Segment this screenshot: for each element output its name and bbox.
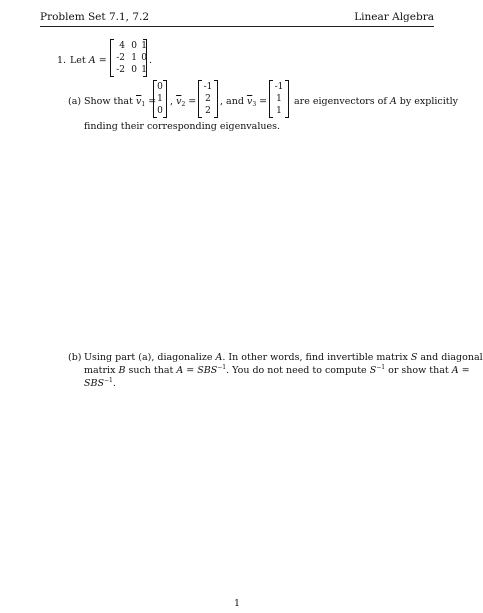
matrix-a-cell: 1: [131, 53, 137, 63]
part-a-label: (a): [68, 96, 82, 107]
part-a-v3: , and $\overline{v}_3$ =: [220, 96, 268, 108]
part-a-v2: , $\overline{v}_2$ =: [170, 96, 197, 108]
matrix-a-cell: 0: [131, 65, 137, 75]
vector-v3: -1 1 1: [269, 80, 289, 118]
part-a-line2: finding their corresponding eigenvalues.: [84, 121, 281, 132]
matrix-a-cell: 1: [141, 41, 147, 51]
part-a-tail: are eigenvectors of A by explicitly: [294, 96, 458, 107]
part-b-label: (b): [68, 352, 82, 363]
part-b-line3: $SBS^{-1}$.: [84, 377, 116, 389]
vector-v2: -1 2 2: [198, 80, 218, 118]
header-rule: [40, 26, 434, 27]
vector-v1: 0 1 0: [153, 80, 167, 118]
matrix-a-cell: 1: [141, 65, 147, 75]
matrix-period: .: [149, 55, 153, 66]
header-left: Problem Set 7.1, 7.2: [40, 11, 150, 23]
problem-intro: Let A =: [70, 55, 107, 66]
page-number: 1: [234, 598, 241, 609]
part-b-line1: Using part (a), diagonalize A. In other words, find invertible matrix S and diagonal: [84, 352, 483, 363]
problem-number: 1.: [57, 55, 67, 66]
part-a-show: Show that $\overline{v}_1$ =: [84, 96, 157, 108]
part-b-line2: matrix B such that $A = SBS^{-1}$. You do not need to compute $S^{-1}$ or show that A =: [84, 364, 470, 376]
matrix-a-cell: 4: [119, 41, 125, 51]
matrix-a-cell: 0: [141, 53, 147, 63]
matrix-a: [110, 39, 147, 77]
header-right: Linear Algebra: [354, 11, 434, 23]
matrix-a-cell: 0: [131, 41, 137, 51]
matrix-a-cell: -2: [116, 53, 125, 63]
matrix-a-cell: -2: [116, 65, 125, 75]
